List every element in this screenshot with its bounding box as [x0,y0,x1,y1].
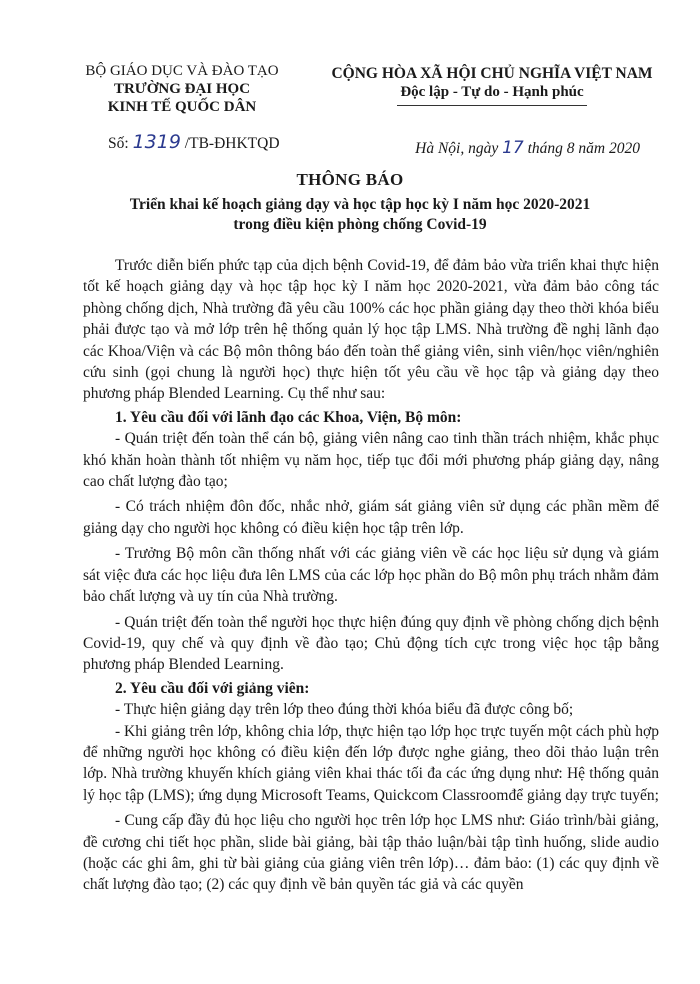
document-number [108,131,280,153]
doc-number-handwritten: 1319 [132,131,181,153]
document-body [83,255,659,896]
issue-date [415,138,640,158]
doc-number-prefix: Số: [108,135,133,152]
section-1-item-2: - Có trách nhiệm đôn đốc, nhắc nhở, giám sát giảng viên sử dụng các phần mềm để giảng dạy cho người học không có điều kiện học tập trên lớp. [83,498,659,537]
subtitle-line1: Triển khai kế hoạch giảng dạy và học tập học kỳ I năm học 2020-2021 [129,196,591,213]
intro-paragraph: Trước diễn biến phức tạp của dịch bệnh Covid-19, để đảm bảo vừa triển khai thực hiện tốt kế hoạch giảng dạy và học tập học kỳ I năm học 2020-2021, vừa đảm bảo công tác phòng chống dịch, Nhà trường đã yêu cầu 100% các học phần giảng dạy theo thời khóa biểu phải được tạo và mở lớp trên hệ thống quản lý học tập LMS. Nhà trường đề nghị lãnh đạo các Khoa/Viện và các Bộ môn thông báo đến toàn thể giảng viên, sinh viên/học viên/nghiên cứu sinh (gọi chung là người học) thực hiện tốt yêu cầu về học tập và giảng dạy theo phương pháp Blended Learning. Cụ thể như sau: [83,257,659,403]
date-prefix: Hà Nội, ngày [415,140,503,157]
subtitle-line2: trong điều kiện phòng chống Covid-19 [233,216,487,233]
section-2-item-1: - Thực hiện giảng dạy trên lớp theo đúng thời khóa biểu đã được công bố; [115,701,574,719]
section-1-item-4: - Quán triệt đến toàn thể người học thực hiện đúng quy định về phòng chống dịch bệnh Covid-19, quy chế và quy định về đào tạo; Chủ động tích cực trong việc học tập bằng phương pháp Blended Learning. [83,613,659,674]
issuer-header [70,62,294,116]
national-header [310,64,674,106]
section-1-item-3: - Trưởng Bộ môn cần thống nhất với các giảng viên về các học liệu sử dụng và giám sát việc đưa các học liệu đưa lên LMS của các lớp học phần do Bộ môn phụ trách nhằm đảm bảo chất lượng và uy tín của Nhà trường. [83,545,659,606]
document-subtitle [70,195,650,235]
university-name-line2: KINH TẾ QUỐC DÂN [107,99,257,115]
date-suffix: tháng 8 năm 2020 [523,140,640,157]
motto-underline [397,105,587,106]
section-2-item-3: - Cung cấp đầy đủ học liệu cho người học trên lớp học LMS như: Giáo trình/bài giảng, đề cương chi tiết học phần, slide bài giảng, bài tập thảo luận/bài tập tình huống, slide audio (hoặc các ghi âm, ghi từ bài giảng của giảng viên trên lớp)… đảm bảo: (1) các quy định về chất lượng đào tạo; (2) các quy định về bản quyền tác giả và các quyền [83,812,659,894]
ministry-name: BỘ GIÁO DỤC VÀ ĐÀO TẠO [85,63,279,79]
section-1-heading: 1. Yêu cầu đối với lãnh đạo các Khoa, Viện, Bộ môn: [115,408,462,426]
university-name-line1: TRƯỜNG ĐẠI HỌC [113,81,251,97]
section-2-item-2: - Khi giảng trên lớp, không chia lớp, thực hiện tạo lớp học trực tuyến một cách phù hợp để những người học không có điều kiện đến lớp được nghe giảng, theo dõi thảo luận trên lớp. Nhà trường khuyến khích giảng viên khai thác tối đa các ứng dụng như: Hệ thống quản lý học tập (LMS); ứng dụng Microsoft Teams, Quickcom Classroomđể giảng dạy trực tuyến; [83,722,659,804]
section-1-item-1: - Quán triệt đến toàn thể cán bộ, giảng viên nâng cao tinh thần trách nhiệm, khắc phục khó khăn hoàn thành tốt nhiệm vụ năm học, tiếp tục đổi mới phương pháp giảng dạy, nâng cao chất lượng đào tạo; [83,430,659,491]
document-title: THÔNG BÁO [296,170,404,189]
section-2-heading: 2. Yêu cầu đối với giảng viên: [115,679,310,697]
doc-number-suffix: /TB-ĐHKTQD [180,135,280,152]
country-name: CỘNG HÒA XÃ HỘI CHỦ NGHĨA VIỆT NAM [331,65,653,82]
date-handwritten-day: 17 [502,138,524,158]
national-motto: Độc lập - Tự do - Hạnh phúc [400,84,584,100]
